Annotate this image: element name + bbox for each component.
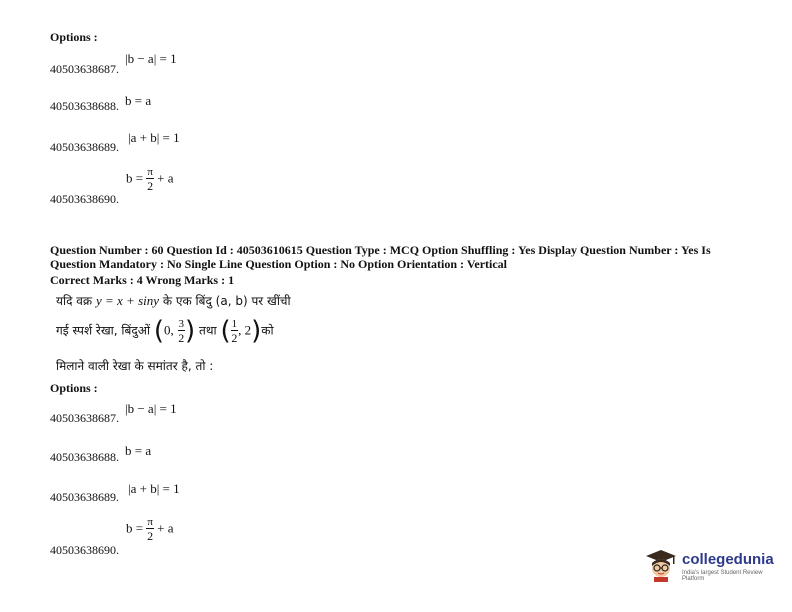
option-id: 40503638687. <box>50 62 119 76</box>
formula-lhs: b = <box>126 170 144 186</box>
formula-rhs: + a <box>157 170 174 186</box>
close-paren: ) <box>251 316 262 346</box>
question-header-line2: Question Mandatory : No Single Line Question Option : No Option Orientation : Vertical <box>50 257 508 271</box>
fraction-denominator: 2 <box>147 529 154 543</box>
question-text: तथा <box>199 323 217 338</box>
option-text: b = a <box>125 93 152 108</box>
formula-rhs: + a <box>157 520 174 536</box>
close-paren: ) <box>185 316 196 346</box>
fraction-denominator: 2 <box>231 330 238 345</box>
open-paren: ( <box>220 316 231 346</box>
fraction <box>178 319 186 344</box>
question-line-3: मिलाने वाली रेखा के समांतर है, तो : <box>56 359 214 373</box>
formula-lhs: b = <box>126 520 144 536</box>
fraction-numerator: 1 <box>231 317 238 330</box>
option-text: |b − a| = 1 <box>125 51 177 66</box>
option-text: b = a <box>125 443 152 458</box>
option-text: |a + b| = 1 <box>128 130 180 145</box>
option-id: 40503638688. <box>50 99 119 113</box>
question-marks: Correct Marks : 4 Wrong Marks : 1 <box>50 273 235 287</box>
collegedunia-logo[interactable] <box>644 548 784 584</box>
option-id: 40503638689. <box>50 140 119 154</box>
question-line-1 <box>56 292 291 309</box>
question-header-line1: Question Number : 60 Question Id : 40503610615 Question Type : MCQ Option Shuffling : Yes Display Question Number : Yes Is <box>50 243 711 257</box>
question-text: को <box>261 323 274 338</box>
logo-tagline: India's largest Student Review Platform <box>682 570 763 582</box>
graduate-avatar-icon <box>644 548 678 582</box>
option-text: |b − a| = 1 <box>125 401 177 416</box>
option-id: 40503638690. <box>50 192 119 206</box>
option-id: 40503638688. <box>50 450 119 464</box>
fraction <box>146 517 154 542</box>
fraction-numerator: 3 <box>178 317 185 330</box>
option-id: 40503638687. <box>50 411 119 425</box>
fraction-numerator: π <box>147 166 153 178</box>
point-x: 0, <box>163 322 174 338</box>
question-text: गई स्पर्श रेखा, बिंदुओं <box>56 323 150 338</box>
fraction-numerator: π <box>147 516 153 528</box>
open-paren: ( <box>153 316 164 346</box>
option-text: |a + b| = 1 <box>128 481 180 496</box>
question-text: के एक बिंदु (a, b) पर खींची <box>162 294 291 308</box>
question-text: यदि वक्र <box>56 294 93 308</box>
option-formula <box>126 167 174 192</box>
logo-name: collegedunia <box>682 551 774 568</box>
option-formula <box>126 517 174 542</box>
options-label: Options : <box>50 381 98 395</box>
option-id: 40503638689. <box>50 490 119 504</box>
question-math: y = x + siny <box>95 293 160 308</box>
fraction <box>146 167 154 192</box>
fraction-denominator: 2 <box>178 330 185 345</box>
point-y: , 2 <box>238 322 252 338</box>
options-label: Options : <box>50 30 98 44</box>
question-line-2 <box>56 318 274 344</box>
fraction-denominator: 2 <box>147 179 154 193</box>
option-id: 40503638690. <box>50 543 119 557</box>
